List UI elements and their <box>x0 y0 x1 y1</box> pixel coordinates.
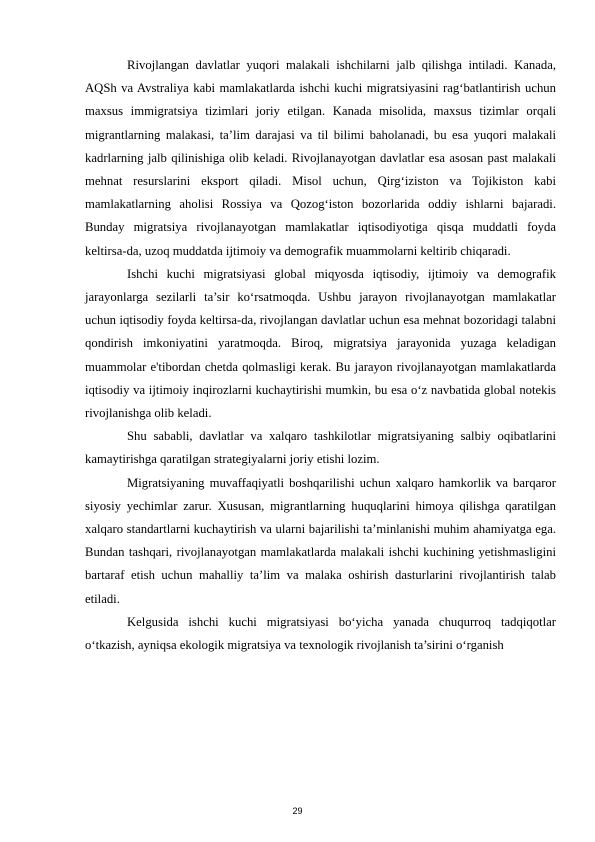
page-body <box>85 54 556 657</box>
page-number: 29 <box>292 806 303 816</box>
paragraph-2: Ishchi kuchi migratsiyasi global miqyosda iqtisodiy, ijtimoiy va demografik jarayonlarga sezilarli ta’sir ko‘rsatmoqda. Ushbu jarayon rivojlanayotgan mamlakatlar uchun iqtisodiy foyda keltirsa-da, rivojlangan davlatlar uchun esa mehnat bozoridagi talabni qondirish imkoniyatini yaratmoqda. Biroq, migratsiya jarayonida yuzaga keladigan muammolar e'tibordan chetda qolmasligi kerak. Bu jarayon rivojlanayotgan mamlakatlarda iqtisodiy va ijtimoiy inqirozlarni kuchaytirishi mumkin, bu esa o‘z navbatida global notekis rivojlanishga olib keladi. <box>85 266 556 421</box>
paragraph-4: Migratsiyaning muvaffaqiyatli boshqarilishi uchun xalqaro hamkorlik va barqaror siyosiy yechimlar zarur. Xususan, migrantlarning huquqlarini himoya qilishga qaratilgan xalqaro standartlarni kuchaytirish va ularni bajarilishi ta’minlanishi muhim ahamiyatga ega. Bundan tashqari, rivojlanayotgan mamlakatlarda malakali ishchi kuchining yetishmasligini bartaraf etish uchun mahalliy ta’lim va malaka oshirish dasturlarini rivojlantirish talab etiladi. <box>85 475 556 606</box>
paragraph-5: Kelgusida ishchi kuchi migratsiyasi bo‘yicha yanada chuqurroq tadqiqotlar o‘tkazish, ayniqsa ekologik migratsiya va texnologik rivojlanish ta’sirini o‘rganish <box>85 614 556 653</box>
paragraph-1: Rivojlangan davlatlar yuqori malakali ishchilarni jalb qilishga intiladi. Kanada, AQSh va Avstraliya kabi mamlakatlarda ishchi kuchi migratsiyasini rag‘batlantirish uchun maxsus immigratsiya tizimlari joriy etilgan. Kanada misolida, maxsus tizimlar orqali migrantlarning malakasi, ta’lim darajasi va til bilimi baholanadi, bu esa yuqori malakali kadrlarning jalb qilinishiga olib keladi. Rivojlanayotgan davlatlar esa asosan past malakali mehnat resurslarini eksport qiladi. Misol uchun, Qirg‘iziston va Tojikiston kabi mamlakatlarning aholisi Rossiya va Qozog‘iston bozorlarida oddiy ishlarni bajaradi. Bunday migratsiya rivojlanayotgan mamlakatlar iqtisodiyotiga qisqa muddatli foyda keltirsa-da, uzoq muddatda ijtimoiy va demografik muammolarni keltirib chiqaradi. <box>85 58 556 258</box>
paragraph-3: Shu sababli, davlatlar va xalqaro tashkilotlar migratsiyaning salbiy oqibatlarini kamaytirishga qaratilgan strategiyalarni joriy etishi lozim. <box>85 429 556 467</box>
